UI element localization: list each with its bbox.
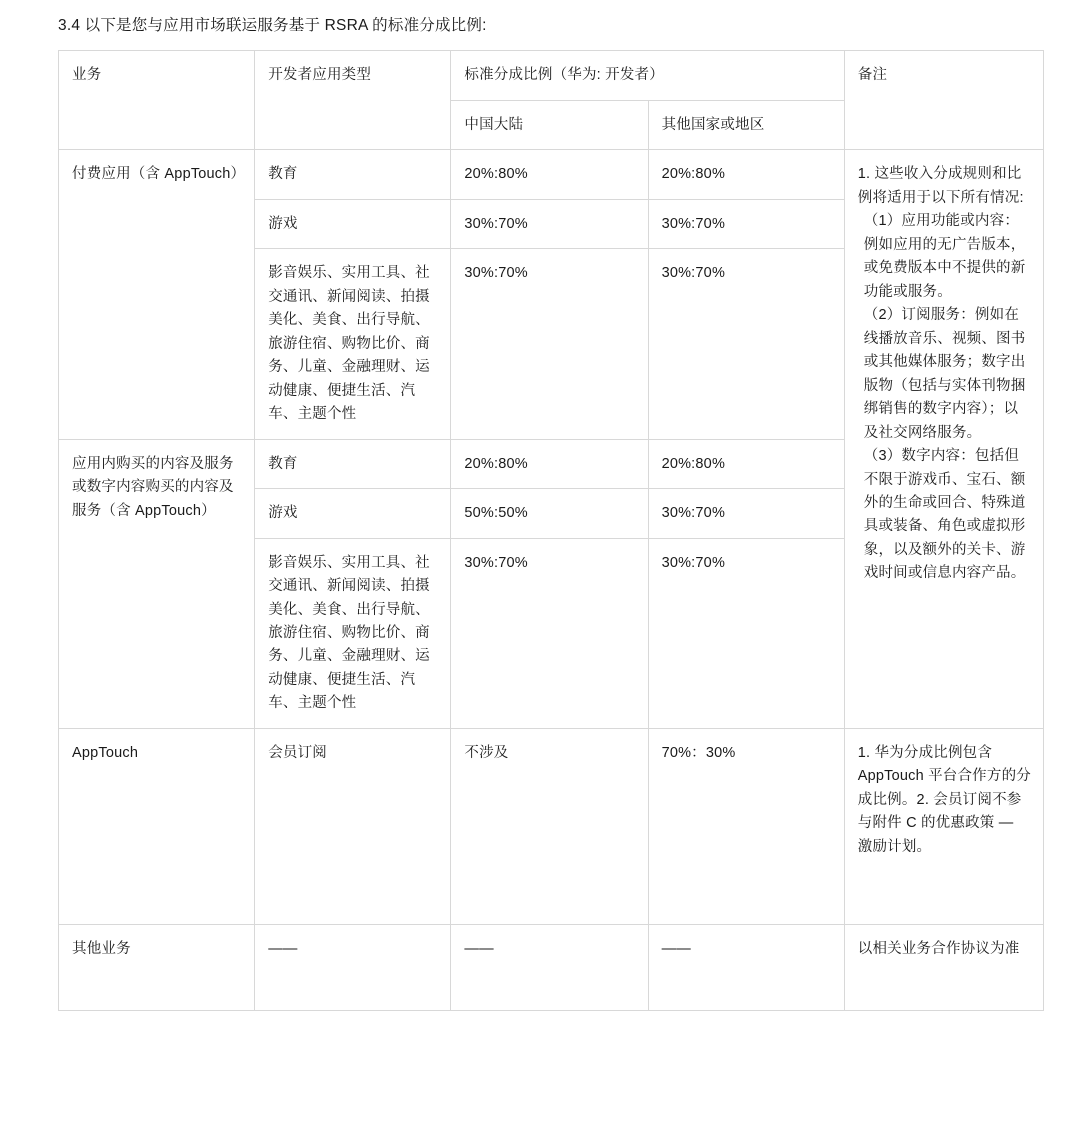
table-header-row (59, 51, 1044, 100)
cell-ratio-mainland: —— (451, 924, 648, 1010)
remark-line-2: （1）应用功能或内容：例如应用的无广告版本，或免费版本中不提供的新功能或服务。 (863, 213, 1026, 300)
revenue-share-table (58, 50, 1044, 1011)
cell-app-type: 教育 (255, 439, 451, 488)
cell-ratio-mainland: 30%:70% (451, 199, 648, 248)
cell-ratio-other: 20%:80% (648, 150, 844, 199)
cell-ratio-mainland: 30%:70% (451, 538, 648, 728)
cell-app-type: 影音娱乐、实用工具、社交通讯、新闻阅读、拍摄美化、美食、出行导航、旅游住宿、购物比价、商务、儿童、金融理财、运动健康、便捷生活、汽车、主题个性 (255, 538, 451, 728)
header-app-type: 开发者应用类型 (255, 51, 451, 150)
cell-business: 付费应用（含 AppTouch） (59, 150, 255, 439)
remark-line-1: 1. 这些收入分成规则和比例将适用于以下所有情况: (857, 166, 1024, 206)
cell-app-type: 教育 (255, 150, 451, 199)
cell-remark: 1. 华为分成比例包含 AppTouch 平台合作方的分成比例。2. 会员订阅不参与附件 C 的优惠政策 — 激励计划。 (844, 728, 1043, 924)
header-ratio-group: 标准分成比例（华为: 开发者） (451, 51, 844, 100)
cell-ratio-other: 30%:70% (648, 538, 844, 728)
table-row (59, 728, 1044, 924)
cell-ratio-mainland: 20%:80% (451, 150, 648, 199)
header-remark: 备注 (844, 51, 1043, 150)
cell-ratio-mainland: 30%:70% (451, 249, 648, 439)
cell-app-type: 会员订阅 (255, 728, 451, 924)
cell-ratio-other: 20%:80% (648, 439, 844, 488)
header-business: 业务 (59, 51, 255, 150)
section-heading: 3.4 以下是您与应用市场联运服务基于 RSRA 的标准分成比例: (58, 17, 487, 34)
header-ratio-mainland: 中国大陆 (451, 100, 648, 149)
cell-app-type: —— (255, 924, 451, 1010)
cell-ratio-other: 30%:70% (648, 199, 844, 248)
remark-line-3: （2）订阅服务：例如在线播放音乐、视频、图书或其他媒体服务；数字出版物（包括与实体刊物捆绑销售的数字内容）；以及社交网络服务。 (863, 307, 1026, 441)
cell-business: 应用内购买的内容及服务或数字内容购买的内容及服务（含 AppTouch） (59, 439, 255, 728)
header-ratio-other: 其他国家或地区 (648, 100, 844, 149)
remark-line-4: （3）数字内容：包括但不限于游戏币、宝石、额外的生命或回合、特殊道具或装备、角色或虚拟形象，以及额外的关卡、游戏时间或信息内容产品。 (863, 448, 1026, 582)
table-row (59, 924, 1044, 1010)
cell-ratio-other: 30%:70% (648, 249, 844, 439)
cell-app-type: 游戏 (255, 489, 451, 538)
cell-ratio-other: 30%:70% (648, 489, 844, 538)
table-row (59, 150, 1044, 199)
cell-ratio-other: 70%：30% (648, 728, 844, 924)
cell-ratio-mainland: 50%:50% (451, 489, 648, 538)
cell-remark-main (844, 150, 1043, 729)
cell-app-type: 影音娱乐、实用工具、社交通讯、新闻阅读、拍摄美化、美食、出行导航、旅游住宿、购物比价、商务、儿童、金融理财、运动健康、便捷生活、汽车、主题个性 (255, 249, 451, 439)
cell-ratio-mainland: 不涉及 (451, 728, 648, 924)
cell-business: AppTouch (59, 728, 255, 924)
cell-business: 其他业务 (59, 924, 255, 1010)
cell-app-type: 游戏 (255, 199, 451, 248)
cell-remark: 以相关业务合作协议为准 (844, 924, 1043, 1010)
cell-ratio-other: —— (648, 924, 844, 1010)
cell-ratio-mainland: 20%:80% (451, 439, 648, 488)
